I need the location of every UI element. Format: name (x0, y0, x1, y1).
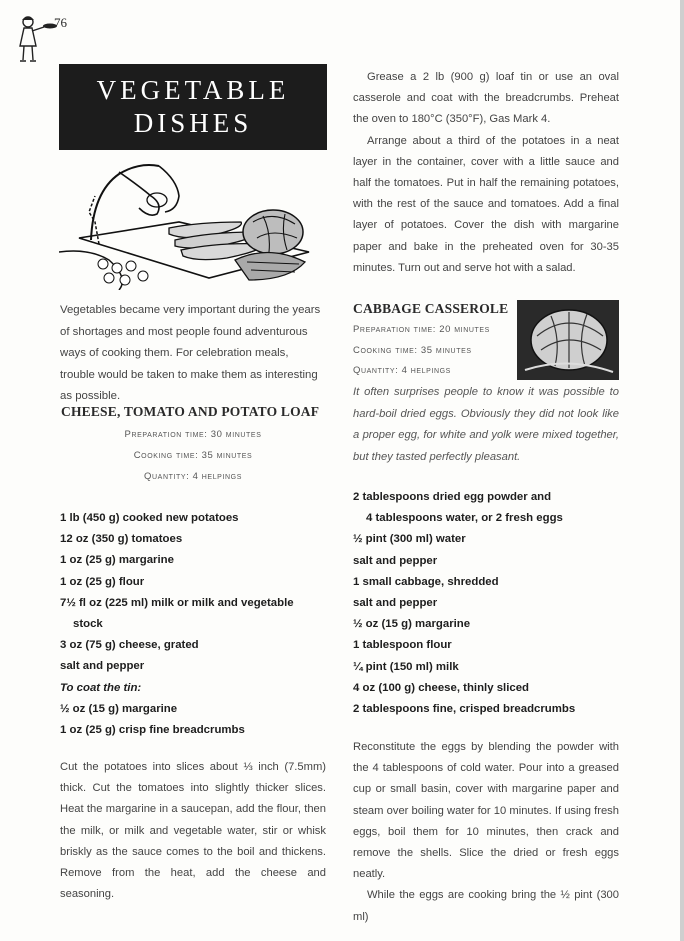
recipe1-method-left (60, 757, 326, 905)
ingredient-line: ½ pint (300 ml) water (353, 533, 466, 546)
chapter-title-box (59, 64, 327, 150)
ingredient-line: 4 tablespoons water, or 2 fresh eggs (366, 512, 563, 525)
page-binding-edge (680, 0, 684, 941)
method-paragraph: While the eggs are cooking bring the ½ pint (300 ml) (353, 889, 619, 923)
ingredient-line: 1 oz (25 g) flour (60, 575, 145, 588)
method-paragraph: Grease a 2 lb (900 g) loaf tin or use an oval casserole and coat with the breadcrumbs. Preheat the oven to 180°C (350°F), Gas Mark 4. (353, 71, 619, 126)
ingredient-line: 1 lb (450 g) cooked new potatoes (60, 512, 239, 524)
recipe1-cook-time: Cooking time: 35 minutes (133, 450, 253, 461)
ingredient-line: salt and pepper (353, 596, 438, 609)
intro-paragraph: Vegetables became very important during the years of shortages and most people found adventurous ways of cooking them. For celebration meals, trouble would be taken to make them as interesting as possible. (60, 304, 321, 402)
ingredient-line: 4 oz (100 g) cheese, thinly sliced (353, 681, 529, 694)
method-paragraph: Reconstitute the eggs by blending the powder with the 4 tablespoons of cold water. Pour into a greased cup or small basin, cover with margarine paper and steam over boiling water for 10 minutes. If using fresh eggs, boil them for 10 minutes, then crack and remove the shells. Slice the dried or fresh eggs neatly. (353, 741, 619, 881)
ingredient-line: salt and pepper (60, 660, 145, 673)
ingredient-line: 2 tablespoons dried egg powder and (353, 491, 552, 503)
recipe1-prep-time: Preparation time: 30 minutes (124, 429, 262, 440)
ingredient-subheading: To coat the tin: (60, 681, 142, 694)
ingredient-line: 1 small cabbage, shredded (353, 575, 499, 588)
ingredient-line: 1 tablespoon flour (353, 639, 452, 652)
ingredient-line: 1 oz (25 g) crisp fine breadcrumbs (60, 723, 245, 736)
recipe2-ingredients (353, 487, 633, 720)
cook-with-pan-icon (14, 14, 58, 66)
recipe2-title: CABBAGE CASSEROLE (353, 301, 509, 316)
recipe2-quantity: Quantity: 4 helpings (353, 365, 451, 376)
recipe2-cook-time: Cooking time: 35 minutes (353, 345, 472, 356)
chapter-title-line1: VEGETABLE (96, 75, 290, 105)
recipe1-ingredients (60, 508, 330, 741)
ingredient-line: salt and pepper (353, 554, 438, 567)
method-paragraph: Cut the potatoes into slices about ⅓ inch (7.5mm) thick. Cut the tomatoes into slightly thicker slices. Heat the margarine in a saucepan, add the flour, then the milk, or milk and vegetable water, stir or whisk briskly as the sauce comes to the boil and thickens. Remove from the heat, add the cheese and seasoning. (60, 761, 326, 901)
ingredient-line: 2 tablespoons fine, crisped breadcrumbs (353, 702, 576, 715)
chapter-title-line2: DISHES (133, 108, 253, 138)
ingredient-line: 1 oz (25 g) margarine (60, 554, 174, 567)
method-paragraph: Arrange about a third of the potatoes in a neat layer in the container, cover with a little sauce and half the tomatoes. Put in half the remaining potatoes, with the rest of the sauce and tomatoes. Add a final layer of potatoes. Cover the dish with margarine paper and bake in the preheated oven for 30-35 minutes. Turn out and serve hot with a salad. (353, 134, 619, 274)
recipe2-note: It often surprises people to know it was possible to hard-boil dried eggs. Obviously they did not look like a proper egg, for white and yolk were mixed together, but they tasted perfectly pleasant. (353, 386, 619, 463)
recipe2-method (353, 737, 619, 928)
cabbage-illustration (517, 300, 619, 380)
ingredient-line: ¼ pint (150 ml) milk (353, 660, 459, 673)
recipe2-prep-time: Preparation time: 20 minutes (353, 324, 490, 335)
ingredient-line: ½ oz (15 g) margarine (353, 618, 471, 631)
ingredient-line: 12 oz (350 g) tomatoes (60, 533, 183, 546)
ingredient-line: ½ oz (15 g) margarine (60, 702, 178, 715)
recipe1-quantity: Quantity: 4 helpings (144, 471, 242, 482)
vegetable-preparation-illustration (59, 152, 327, 290)
ingredient-line: 3 oz (75 g) cheese, grated (60, 639, 199, 652)
recipe1-method-right (353, 67, 619, 279)
page-number: 76 (54, 15, 67, 30)
recipe1-title: CHEESE, TOMATO AND POTATO LOAF (61, 404, 320, 419)
ingredient-line: stock (73, 617, 103, 630)
ingredient-line: 7½ fl oz (225 ml) milk or milk and vegetable (60, 596, 294, 609)
